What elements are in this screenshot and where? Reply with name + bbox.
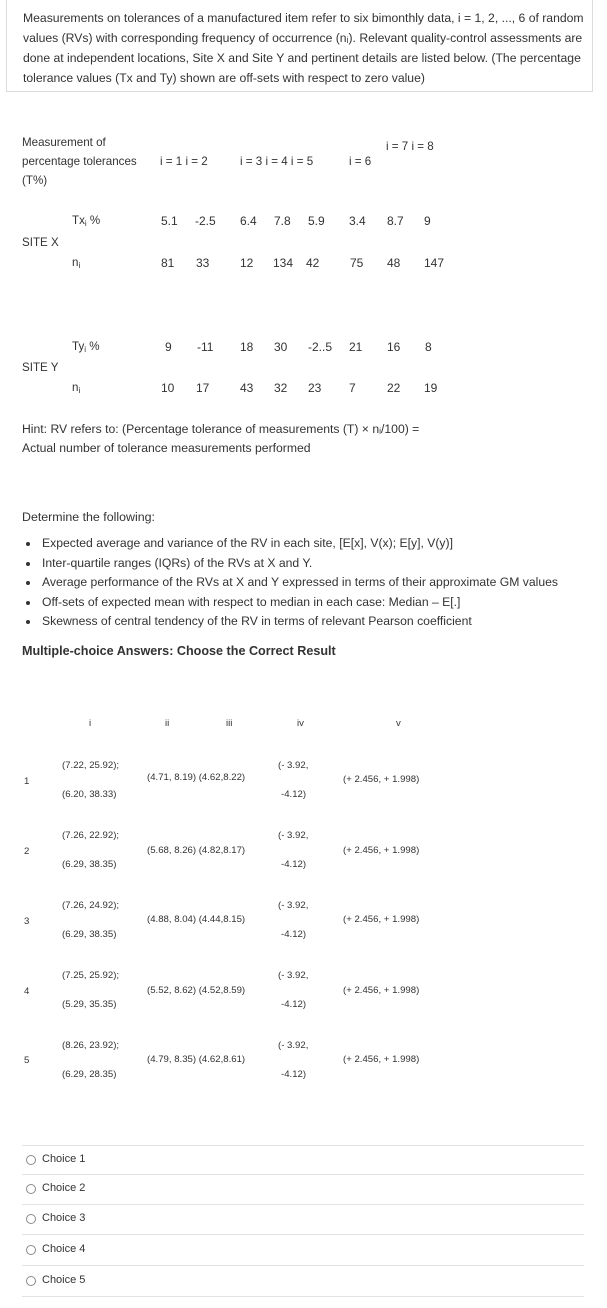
- table-header-line3: (T%): [22, 174, 48, 187]
- table-header-line1: Measurement of: [22, 136, 106, 149]
- site-x-t-value: 8.7: [387, 214, 404, 228]
- site-x-n-value: 134: [273, 256, 294, 270]
- site-y-n-value: 19: [424, 381, 438, 395]
- mc-cell-ii-iii: (5.52, 8.62) (4.52,8.59): [147, 985, 246, 996]
- intro-text: Measurements on tolerances of a manufactured item refer to six bimonthly data, i = 1, 2, ..., 6 of random values (RVs) with corresponding frequency of occurrence (nᵢ). Relevant quality-control assessments are done at independent locations, Site X and Site Y and pertinent details are listed below. (The percentage tolerance values (Tx and Ty) shown are off-sets with respect to zero value): [23, 11, 584, 85]
- mc-row-number: 3: [24, 916, 30, 927]
- index-header-d: i = 7 i = 8: [386, 140, 434, 153]
- hint-line1: Hint: RV refers to: (Percentage tolerance of measurements (T) × nᵢ/100) =: [22, 422, 420, 436]
- site-y-label: SITE Y: [22, 361, 59, 374]
- choice-2-option[interactable]: [22, 1175, 584, 1205]
- site-y-t-value: -11: [197, 340, 214, 354]
- site-x-t-value: 9: [424, 214, 431, 228]
- mc-cell-iv-b: -4.12): [281, 789, 307, 800]
- choice-1-option[interactable]: [22, 1145, 584, 1175]
- determine-list: [22, 534, 558, 632]
- determine-item: • Inter-quartile ranges (IQRs) of the RVs at X and Y.: [40, 554, 558, 574]
- site-y-n-label: $n_i$: [72, 381, 81, 395]
- site-x-n-value: 81: [161, 256, 175, 270]
- mc-header-v: v: [396, 718, 401, 729]
- radio-button[interactable]: [26, 1245, 36, 1255]
- choice-label: Choice 3: [42, 1212, 86, 1224]
- mc-cell-i-a: (7.25, 25.92);: [62, 970, 120, 981]
- choice-label: Choice 2: [42, 1182, 86, 1194]
- site-y-n-value: 32: [274, 381, 288, 395]
- mc-cell-iv-a: (- 3.92,: [278, 760, 309, 771]
- choice-4-option[interactable]: [22, 1236, 584, 1266]
- site-y-t-value: 16: [387, 340, 401, 354]
- determine-item: • Average performance of the RVs at X and Y expressed in terms of their approximate GM values: [40, 573, 558, 593]
- choice-3-option[interactable]: [22, 1205, 584, 1235]
- table-header-line2: percentage tolerances: [22, 155, 137, 168]
- site-x-label: SITE X: [22, 236, 59, 249]
- mc-cell-v: (+ 2.456, + 1.998): [343, 774, 420, 785]
- site-x-t-value: 7.8: [274, 214, 291, 228]
- site-x-t-value: -2.5: [195, 214, 216, 228]
- mc-cell-v: (+ 2.456, + 1.998): [343, 914, 420, 925]
- site-x-n-value: 48: [387, 256, 401, 270]
- site-x-n-value: 33: [196, 256, 210, 270]
- site-y-t-value: 8: [425, 340, 432, 354]
- determine-item: • Skewness of central tendency of the RV in terms of relevant Pearson coefficient: [40, 612, 558, 632]
- choice-5-option[interactable]: [22, 1267, 584, 1297]
- mc-cell-i-b: (6.20, 38.33): [62, 789, 117, 800]
- site-x-t-label: $Tx_i$ %: [72, 214, 101, 228]
- mc-cell-iv-a: (- 3.92,: [278, 830, 309, 841]
- site-x-n-label: $n_i$: [72, 256, 81, 270]
- mc-cell-iv-a: (- 3.92,: [278, 970, 309, 981]
- mc-title: Multiple-choice Answers: Choose the Correct Result: [22, 644, 336, 658]
- mc-cell-iv-b: -4.12): [281, 859, 307, 870]
- mc-cell-iv-a: (- 3.92,: [278, 1040, 309, 1051]
- index-header-a: i = 1 i = 2: [160, 155, 208, 168]
- mc-row-number: 2: [24, 846, 30, 857]
- site-x-t-value: 6.4: [240, 214, 257, 228]
- site-x-t-value: 5.9: [308, 214, 325, 228]
- site-y-n-value: 22: [387, 381, 401, 395]
- choice-label: Choice 5: [42, 1274, 86, 1286]
- mc-cell-i-b: (6.29, 38.35): [62, 859, 117, 870]
- site-y-t-value: 9: [165, 340, 172, 354]
- site-y-t-value: 21: [349, 340, 363, 354]
- mc-header-i: i: [89, 718, 92, 729]
- mc-cell-iv-b: -4.12): [281, 929, 307, 940]
- mc-cell-iv-b: -4.12): [281, 1069, 307, 1080]
- mc-cell-i-a: (7.26, 22.92);: [62, 830, 120, 841]
- site-x-n-value: 12: [240, 256, 254, 270]
- site-y-n-value: 10: [161, 381, 175, 395]
- mc-row-number: 1: [24, 776, 30, 787]
- mc-cell-iv-b: -4.12): [281, 999, 307, 1010]
- radio-button[interactable]: [26, 1184, 36, 1194]
- determine-item: • Expected average and variance of the RV in each site, [E[x], V(x); E[y], V(y)]: [40, 534, 558, 554]
- index-header-b: i = 3 i = 4 i = 5: [240, 155, 314, 168]
- mc-cell-v: (+ 2.456, + 1.998): [343, 1054, 420, 1065]
- mc-cell-i-b: (6.29, 28.35): [62, 1069, 117, 1080]
- site-x-n-value: 75: [350, 256, 364, 270]
- site-x-n-value: 42: [306, 256, 320, 270]
- mc-header-ii: ii: [165, 718, 170, 729]
- site-y-t-label: $Ty_i$ %: [72, 340, 100, 354]
- site-y-n-value: 43: [240, 381, 254, 395]
- determine-item: • Off-sets of expected mean with respect to median in each case: Median – E[.]: [40, 593, 558, 613]
- site-x-t-value: 3.4: [349, 214, 366, 228]
- mc-cell-i-b: (6.29, 38.35): [62, 929, 117, 940]
- mc-cell-ii-iii: (4.79, 8.35) (4.62,8.61): [147, 1054, 246, 1065]
- mc-cell-i-a: (7.22, 25.92);: [62, 760, 120, 771]
- choice-label: Choice 4: [42, 1243, 86, 1255]
- site-y-n-value: 17: [196, 381, 210, 395]
- mc-cell-ii-iii: (5.68, 8.26) (4.82,8.17): [147, 845, 246, 856]
- site-x-n-value: 147: [424, 256, 445, 270]
- mc-cell-v: (+ 2.456, + 1.998): [343, 845, 420, 856]
- mc-row-number: 5: [24, 1055, 30, 1066]
- site-y-n-value: 7: [349, 381, 356, 395]
- radio-button[interactable]: [26, 1276, 36, 1286]
- mc-cell-i-a: (8.26, 23.92);: [62, 1040, 120, 1051]
- radio-button[interactable]: [26, 1155, 36, 1165]
- radio-button[interactable]: [26, 1214, 36, 1224]
- mc-cell-v: (+ 2.456, + 1.998): [343, 985, 420, 996]
- mc-row-number: 4: [24, 986, 30, 997]
- site-y-n-value: 23: [308, 381, 322, 395]
- mc-cell-ii-iii: (4.88, 8.04) (4.44,8.15): [147, 914, 246, 925]
- hint: [22, 420, 419, 458]
- index-header-c: i = 6: [349, 155, 372, 168]
- site-y-t-value: 30: [274, 340, 288, 354]
- mc-cell-i-b: (5.29, 35.35): [62, 999, 117, 1010]
- mc-header-iv: iv: [297, 718, 304, 729]
- mc-cell-i-a: (7.26, 24.92);: [62, 900, 120, 911]
- mc-cell-iv-a: (- 3.92,: [278, 900, 309, 911]
- determine-title: Determine the following:: [22, 510, 155, 524]
- choice-label: Choice 1: [42, 1153, 86, 1165]
- mc-header-iii: iii: [226, 718, 233, 729]
- site-y-t-value: -2..5: [308, 340, 333, 354]
- intro-box: [6, 0, 593, 92]
- hint-line2: Actual number of tolerance measurements performed: [22, 441, 311, 455]
- site-y-t-value: 18: [240, 340, 254, 354]
- mc-cell-ii-iii: (4.71, 8.19) (4.62,8.22): [147, 772, 246, 783]
- site-x-t-value: 5.1: [161, 214, 178, 228]
